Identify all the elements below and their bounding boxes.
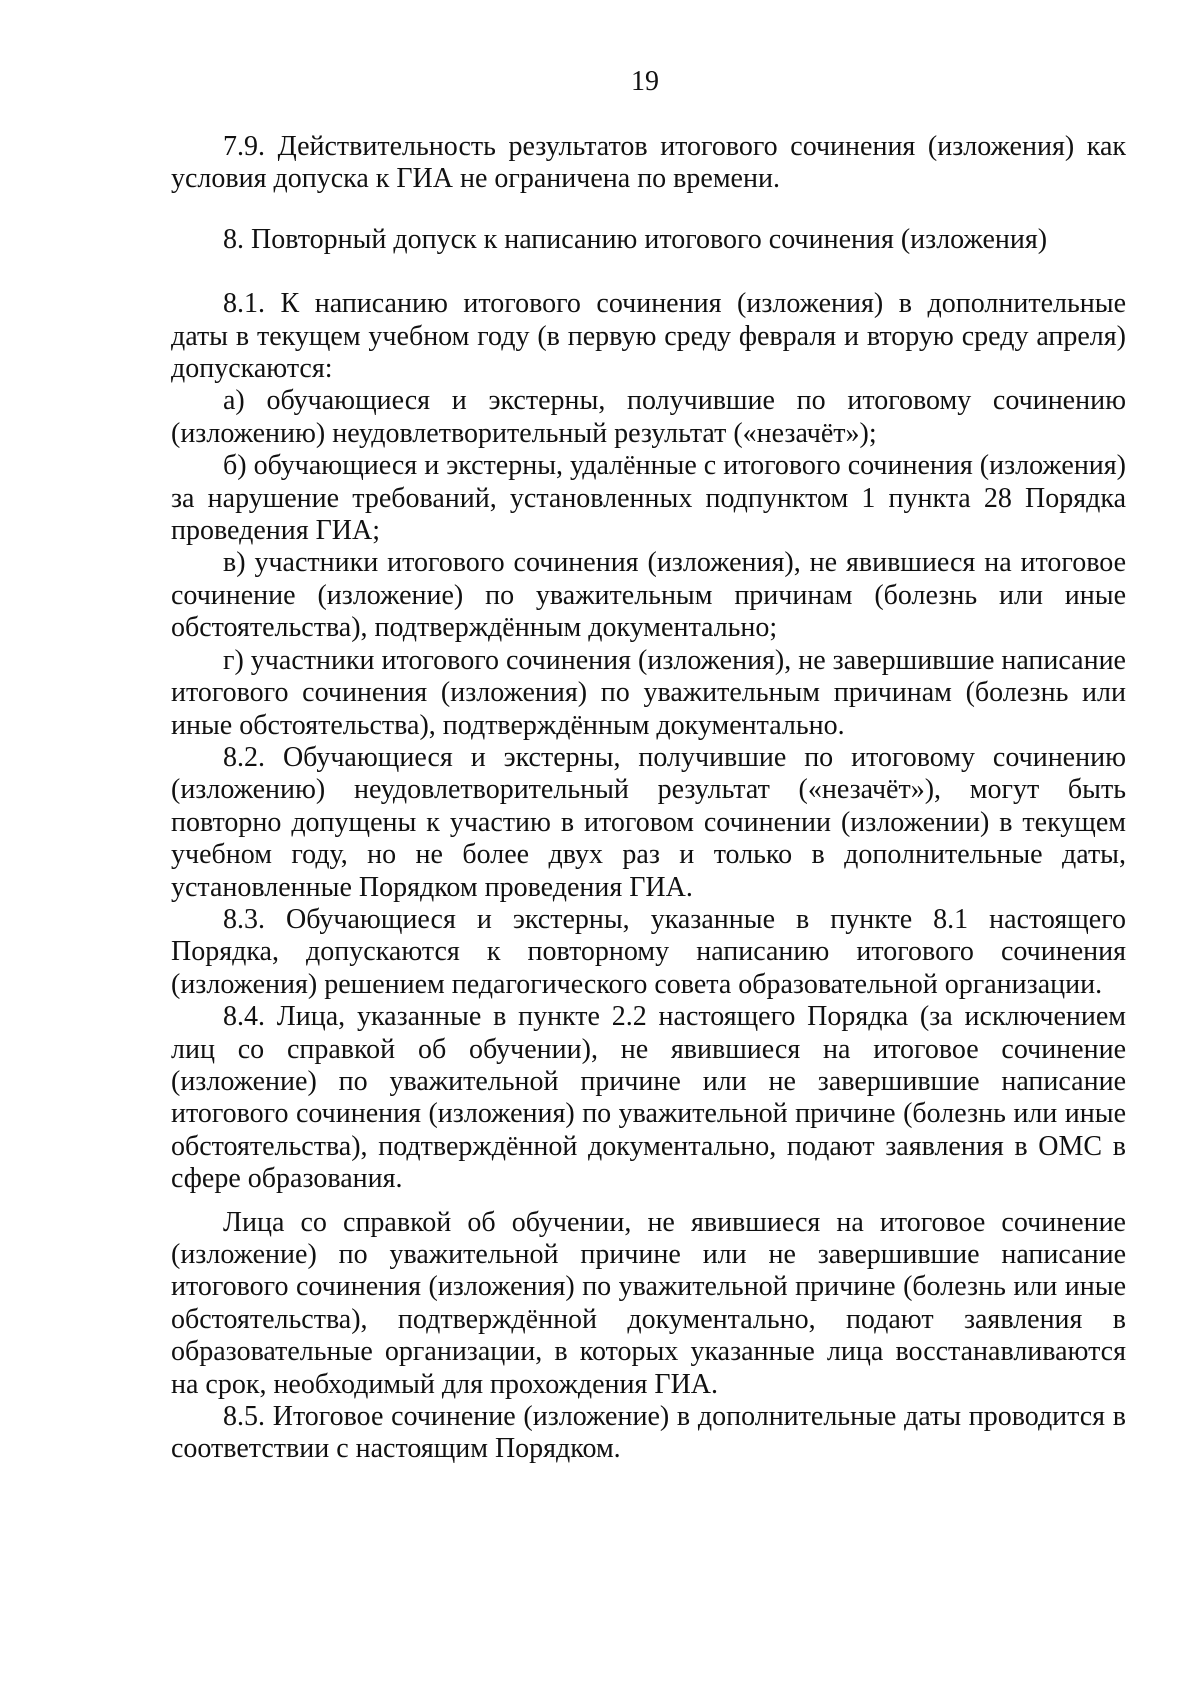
section-heading-8: 8. Повторный допуск к написанию итогового сочинения (изложения) xyxy=(223,223,1048,255)
paragraph-8-4-continuation: Лица со справкой об обучении, не явившиеся на итоговое сочинение (изложение) по уважительной причине или не завершившие написание итогового сочинения (изложения) по уважительной причине (болезнь или иные обстоятельства), подтверждённой документально, подают заявления в образовательные организации, в которых указанные лица восстанавливаются на срок, необходимый для прохождения ГИА. xyxy=(171,1206,1126,1400)
list-item-g: г) участники итогового сочинения (изложения), не завершившие написание итогового сочинения (изложения) по уважительным причинам (болезнь или иные обстоятельства), подтверждённым документально. xyxy=(171,644,1126,741)
paragraph-8-3: 8.3. Обучающиеся и экстерны, указанные в пункте 8.1 настоящего Порядка, допускаются к повторному написанию итогового сочинения (изложения) решением педагогического совета образовательной организации. xyxy=(171,903,1126,1000)
document-body xyxy=(171,131,1126,1466)
paragraph-8-5: 8.5. Итоговое сочинение (изложение) в дополнительные даты проводится в соответствии с настоящим Порядком. xyxy=(171,1401,1126,1465)
page-number: 19 xyxy=(631,66,659,97)
list-item-v: в) участники итогового сочинения (изложения), не явившиеся на итоговое сочинение (изложение) по уважительным причинам (болезнь или иные обстоятельства), подтверждённым документально; xyxy=(171,547,1126,644)
paragraph-7-9: 7.9. Действительность результатов итогового сочинения (изложения) как условия допуска к ГИА не ограничена по времени. xyxy=(171,131,1126,195)
paragraph-8-2: 8.2. Обучающиеся и экстерны, получившие по итоговому сочинению (изложению) неудовлетворительный результат («незачёт»), могут быть повторно допущены к участию в итоговом сочинении (изложении) в текущем учебном году, но не более двух раз и только в дополнительные даты, установленные Порядком проведения ГИА. xyxy=(171,741,1126,903)
paragraph-8-1: 8.1. К написанию итогового сочинения (изложения) в дополнительные даты в текущем учебном году (в первую среду февраля и вторую среду апреля) допускаются: xyxy=(171,288,1126,385)
paragraph-8-4: 8.4. Лица, указанные в пункте 2.2 настоящего Порядка (за исключением лиц со справкой об обучении), не явившиеся на итоговое сочинение (изложение) по уважительной причине или не завершившие написание итогового сочинения (изложения) по уважительной причине (болезнь или иные обстоятельства), подтверждённой документально, подают заявления в ОМС в сфере образования. xyxy=(171,1001,1126,1195)
list-item-b: б) обучающиеся и экстерны, удалённые с итогового сочинения (изложения) за нарушение требований, установленных подпунктом 1 пункта 28 Порядка проведения ГИА; xyxy=(171,450,1126,547)
list-item-a: а) обучающиеся и экстерны, получившие по итоговому сочинению (изложению) неудовлетворительный результат («незачёт»); xyxy=(171,385,1126,449)
